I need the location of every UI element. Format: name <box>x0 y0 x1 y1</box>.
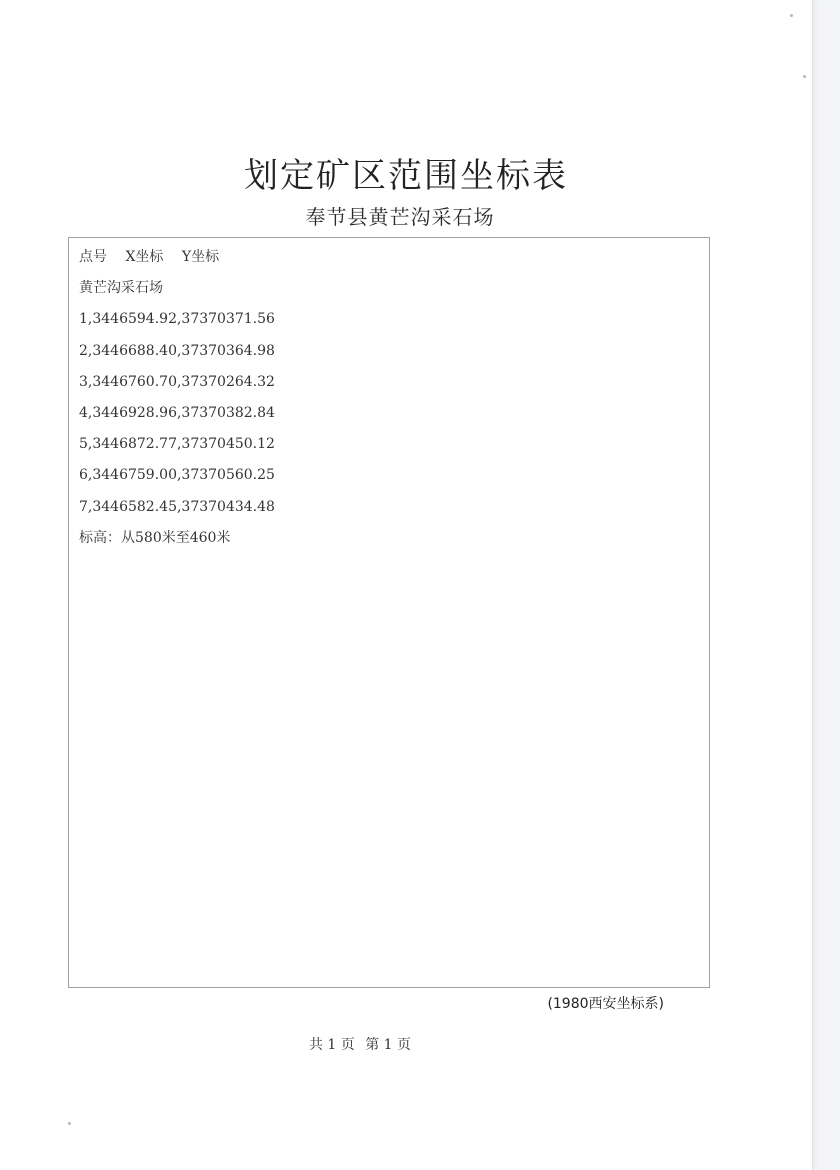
page-total: 共 1 页 <box>308 1037 355 1053</box>
coordinate-row: 4,3446928.96,37370382.84 <box>79 404 275 421</box>
page-current: 第 1 页 <box>365 1037 412 1053</box>
coordinate-row: 7,3446582.45,37370434.48 <box>79 498 275 515</box>
header-point: 点号 <box>79 249 107 265</box>
elevation-range: 标高：从580米至460米 <box>79 529 231 546</box>
coordinate-system-note: (1980西安坐标系) <box>547 996 664 1012</box>
header-y: Y坐标 <box>181 249 220 265</box>
table-content <box>79 242 699 554</box>
scan-speck <box>68 1122 71 1125</box>
coordinate-row: 6,3446759.00,37370560.25 <box>79 467 275 484</box>
document-subtitle: 奉节县黄芒沟采石场 <box>305 205 495 229</box>
site-name: 黄芒沟采石场 <box>79 280 163 297</box>
coordinate-row: 5,3446872.77,37370450.12 <box>79 436 275 453</box>
coordinate-row: 1,3446594.92,37370371.56 <box>79 311 275 328</box>
scan-speck <box>790 14 793 17</box>
coordinate-table <box>68 237 710 988</box>
header-x: X坐标 <box>125 249 164 265</box>
scan-speck <box>803 75 806 78</box>
document-title: 划定矿区范围坐标表 <box>244 156 568 196</box>
coordinate-row: 2,3446688.40,37370364.98 <box>79 342 275 359</box>
coordinate-row: 3,3446760.70,37370264.32 <box>79 373 275 390</box>
table-header <box>79 242 699 273</box>
page-indicator <box>0 1034 720 1054</box>
